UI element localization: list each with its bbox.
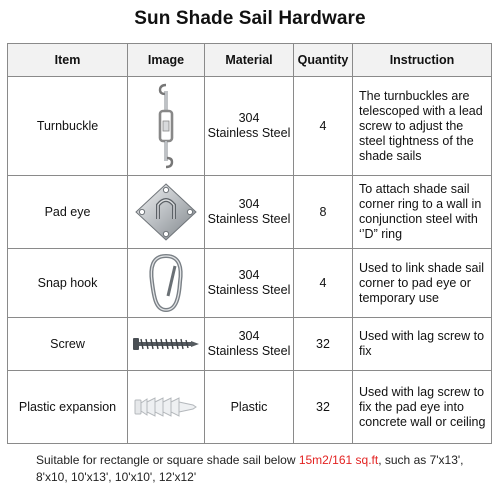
quantity-cell: 32 xyxy=(294,371,353,444)
material-cell xyxy=(205,318,294,371)
quantity-cell: 32 xyxy=(294,318,353,371)
screw-icon xyxy=(131,333,201,355)
hardware-table xyxy=(7,43,492,444)
material-line: Plastic xyxy=(230,399,268,414)
material-cell xyxy=(205,371,294,444)
turnbuckle-icon xyxy=(151,81,181,171)
page-title: Sun Shade Sail Hardware xyxy=(134,8,366,29)
item-cell: Pad eye xyxy=(8,176,128,249)
header-instruction: Instruction xyxy=(353,44,492,77)
footer-highlight: 15m2/161 sq.ft xyxy=(298,453,379,467)
plastic-anchor-icon xyxy=(133,394,199,420)
header-material: Material xyxy=(205,44,294,77)
footer-suffix: , such as 7'x13', 8'x10, 10'x13', 10'x10', 12'x12' xyxy=(36,453,464,484)
quantity-cell: 8 xyxy=(294,176,353,249)
pad-eye-icon xyxy=(133,181,199,243)
material-cell xyxy=(205,77,294,176)
image-cell xyxy=(128,176,205,249)
material-line: Stainless Steel xyxy=(207,344,291,358)
instruction-cell: The turnbuckles are telescoped with a lead screw to adjust the steel tightness of the shade sails xyxy=(353,77,492,176)
table-row xyxy=(8,318,492,371)
table-row xyxy=(8,249,492,318)
image-cell xyxy=(128,371,205,444)
header-image: Image xyxy=(128,44,205,77)
instruction-cell: Used to link shade sail corner to pad eye or temporary use xyxy=(353,249,492,318)
snap-hook-icon xyxy=(146,252,186,314)
table-row xyxy=(8,371,492,444)
item-cell: Snap hook xyxy=(8,249,128,318)
header-quantity: Quantity xyxy=(294,44,353,77)
table-row xyxy=(8,77,492,176)
quantity-cell: 4 xyxy=(294,249,353,318)
table-header-row xyxy=(8,44,492,77)
instruction-cell: Used with lag screw to fix the pad eye into concrete wall or ceiling xyxy=(353,371,492,444)
material-line: Stainless Steel xyxy=(207,126,291,140)
image-cell xyxy=(128,318,205,371)
material-line: Stainless Steel xyxy=(207,212,291,226)
material-line: 304 xyxy=(238,111,260,125)
header-item: Item xyxy=(8,44,128,77)
material-line: 304 xyxy=(238,329,260,343)
material-cell xyxy=(205,176,294,249)
material-line: 304 xyxy=(238,197,260,211)
item-cell: Plastic expansion xyxy=(8,371,128,444)
footer-note xyxy=(36,452,486,486)
item-cell: Turnbuckle xyxy=(8,77,128,176)
quantity-cell: 4 xyxy=(294,77,353,176)
instruction-cell: Used with lag screw to fix xyxy=(353,318,492,371)
item-cell: Screw xyxy=(8,318,128,371)
material-line: 304 xyxy=(238,268,260,282)
material-cell xyxy=(205,249,294,318)
image-cell xyxy=(128,77,205,176)
material-line: Stainless Steel xyxy=(207,283,291,297)
footer-prefix: Suitable for rectangle or square shade sail below xyxy=(36,453,299,467)
image-cell xyxy=(128,249,205,318)
table-row xyxy=(8,176,492,249)
instruction-cell: To attach shade sail corner ring to a wall in conjunction steel with ‘’D” ring xyxy=(353,176,492,249)
